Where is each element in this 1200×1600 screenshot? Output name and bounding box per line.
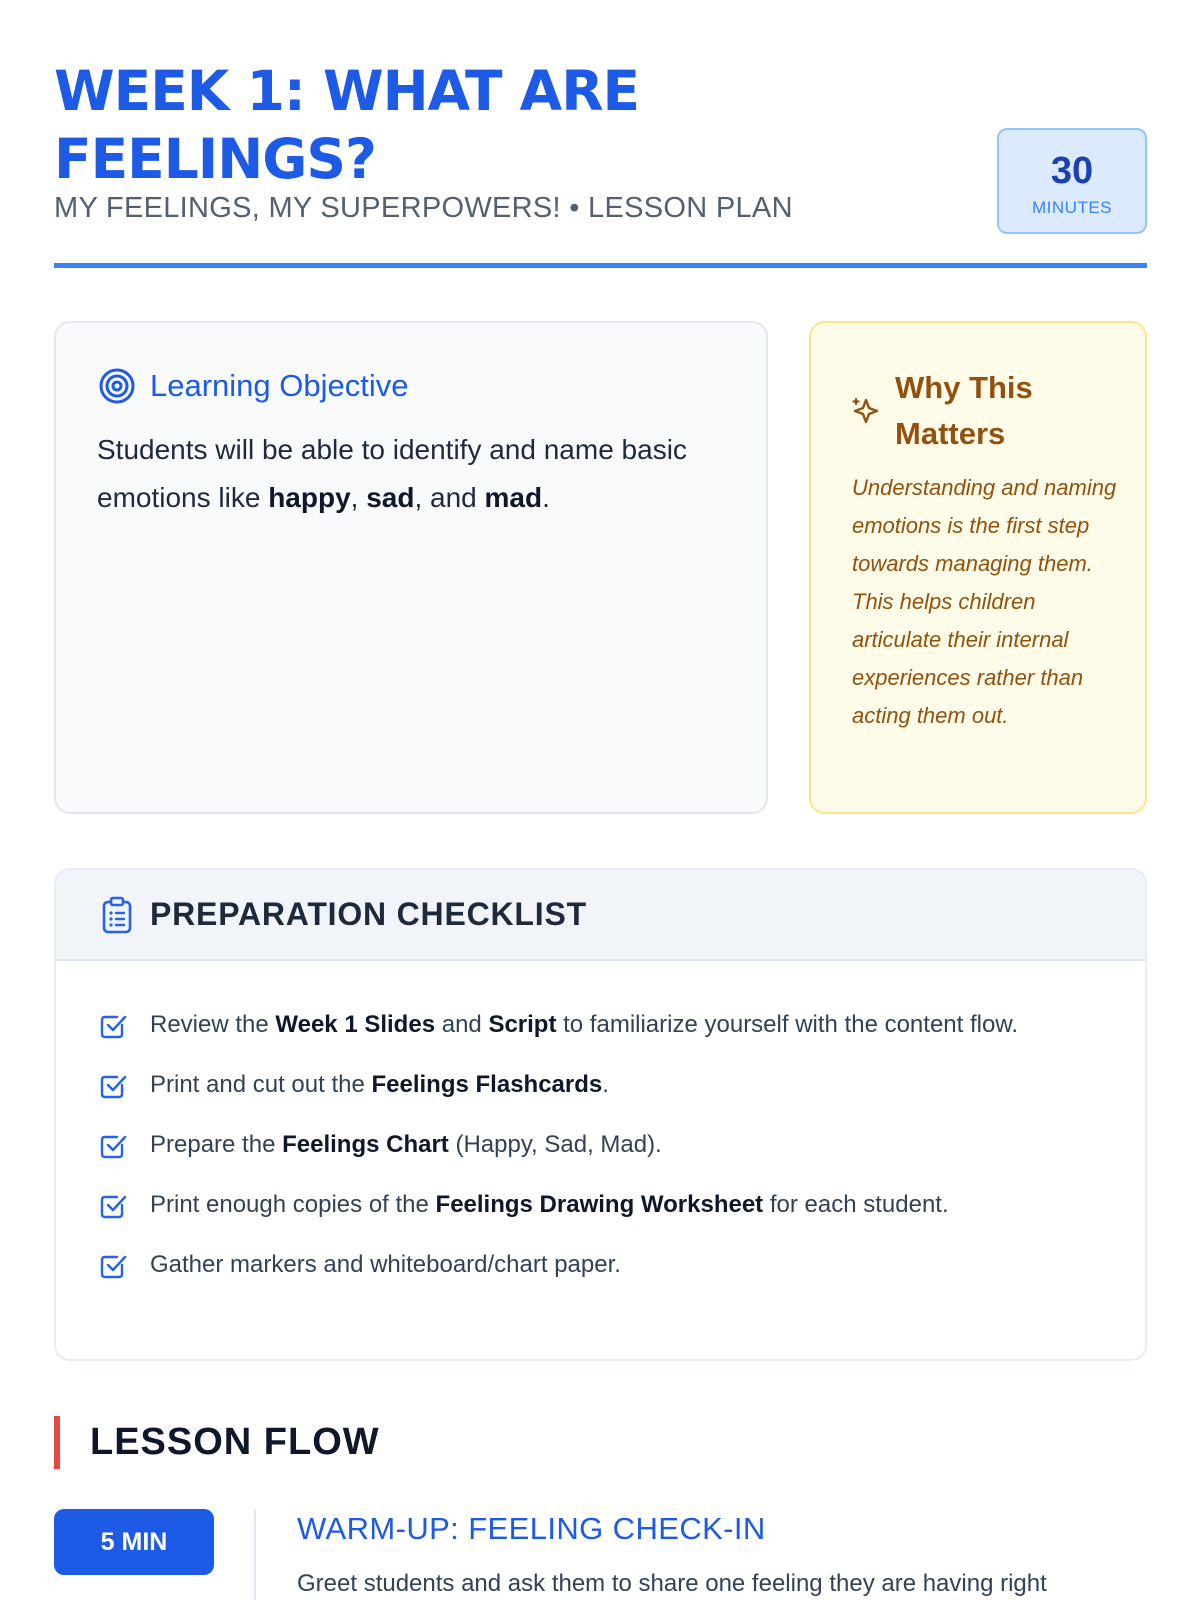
sparkle-icon: [851, 396, 881, 426]
checklist-item: [98, 1065, 1078, 1105]
page-subtitle: MY FEELINGS, MY SUPERPOWERS! • LESSON PLAN: [54, 192, 793, 224]
checklist-item: [98, 1185, 1078, 1225]
checkbox-checked-icon: [98, 1191, 128, 1221]
learning-objective-card: [54, 321, 768, 814]
checkbox-checked-icon: [98, 1251, 128, 1281]
duration-value: 30: [1050, 150, 1094, 192]
checkbox-checked-icon: [98, 1131, 128, 1161]
objective-sep-2: , and: [414, 482, 485, 513]
learning-objective-text: [97, 426, 717, 522]
page-title: WEEK 1: WHAT ARE FEELINGS?: [54, 59, 640, 191]
emotion-mad: mad: [484, 482, 543, 513]
why-this-matters-title: Why This Matters: [895, 370, 1033, 451]
learning-objective-heading: [98, 367, 409, 405]
step-description: Greet students and ask them to share one feeling they are having right: [297, 1570, 1047, 1597]
clipboard-icon: [100, 896, 134, 934]
lesson-flow-heading: LESSON FLOW: [54, 1416, 380, 1469]
item-text-part: Gather markers and whiteboard/chart paper.: [150, 1251, 621, 1278]
objective-sep-1: ,: [350, 482, 367, 513]
checklist-item-text: [150, 1245, 621, 1285]
item-text-part: and: [435, 1011, 489, 1038]
checklist-item: [98, 1245, 1078, 1285]
checklist-item-text: [150, 1185, 949, 1225]
checkbox-checked-icon: [98, 1071, 128, 1101]
why-this-matters-card: [809, 321, 1147, 814]
item-text-bold: Script: [488, 1011, 557, 1038]
item-text-bold: Feelings Chart: [282, 1131, 449, 1158]
item-text-part: Print enough copies of the: [150, 1191, 436, 1218]
step-time-badge: 5 MIN: [54, 1509, 214, 1575]
step-title: WARM-UP: FEELING CHECK-IN: [297, 1511, 766, 1546]
why-this-matters-text: Understanding and naming emotions is the first step towards managing them. This helps children articulate their internal experiences rather than acting them out.: [852, 475, 1117, 728]
timeline-divider: [254, 1509, 256, 1600]
duration-badge: [997, 128, 1147, 234]
objective-text-lead: Students will be able to identify and name basic emotions like: [97, 434, 687, 513]
emotion-happy: happy: [268, 482, 351, 513]
checklist-item: [98, 1005, 1078, 1045]
checklist-item: [98, 1125, 1078, 1165]
item-text-part: Review the: [150, 1011, 276, 1038]
item-text-part: Prepare the: [150, 1131, 283, 1158]
objective-end: .: [542, 482, 550, 513]
item-text-part: for each student.: [763, 1191, 949, 1218]
item-text-part: .: [602, 1071, 609, 1098]
item-text-bold: Feelings Drawing Worksheet: [435, 1191, 764, 1218]
item-text-bold: Week 1 Slides: [275, 1011, 436, 1038]
checklist-items: [98, 1005, 1078, 1305]
item-text-part: to familiarize yourself with the content flow.: [556, 1011, 1018, 1038]
preparation-checklist: [54, 868, 1147, 1361]
emotion-sad: sad: [366, 482, 415, 513]
item-text-bold: Feelings Flashcards: [371, 1071, 603, 1098]
duration-unit: MINUTES: [1032, 198, 1112, 217]
item-text-part: (Happy, Sad, Mad).: [448, 1131, 662, 1158]
target-icon: [98, 367, 136, 405]
lesson-plan-page: [54, 0, 1147, 1597]
checklist-header: [56, 870, 1145, 961]
checkbox-checked-icon: [98, 1011, 128, 1041]
checklist-title: PREPARATION CHECKLIST: [150, 896, 587, 932]
checklist-item-text: [150, 1005, 1018, 1045]
why-this-matters-heading: [851, 365, 1095, 457]
checklist-item-text: [150, 1065, 609, 1105]
item-text-part: Print and cut out the: [150, 1071, 372, 1098]
page-header: [54, 0, 1147, 268]
learning-objective-title: Learning Objective: [150, 368, 409, 403]
checklist-item-text: [150, 1125, 662, 1165]
